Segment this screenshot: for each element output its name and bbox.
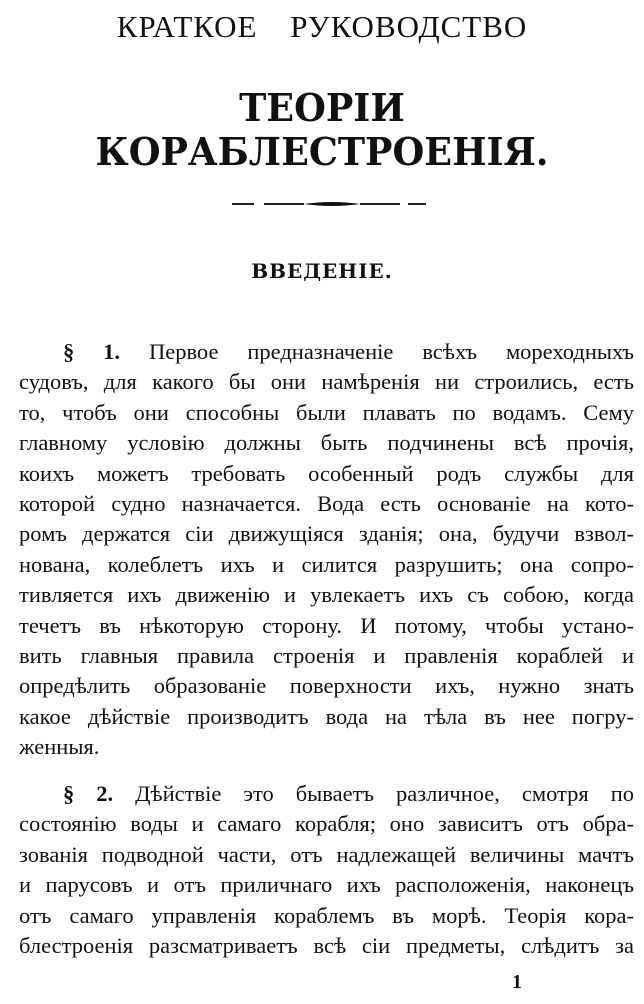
- book-supertitle: КРАТКОЕ РУКОВОДСТВО: [116, 9, 528, 44]
- paragraph-line: коихъ можетъ требовать особенный родъ службы для: [19, 460, 634, 486]
- paragraph-line: отъ самаго управленія кораблемъ въ морѣ. Теорія кора-: [19, 902, 634, 928]
- paragraph-line: какое дѣйствіе производитъ вода на тѣла въ нее погру-: [19, 703, 634, 729]
- paragraph-line: женныя.: [19, 734, 100, 760]
- paragraph-line: течетъ въ нѣкоторую сторону. И потому, чтобы устано-: [19, 612, 634, 638]
- paragraph-1: [19, 337, 634, 762]
- paragraph-line: тивляется ихъ движенію и увлекаетъ ихъ съ собою, когда: [19, 582, 634, 608]
- paragraph-line: § 1. Первое предназначеніе всѣхъ мореходныхъ: [63, 339, 635, 364]
- paragraph-line: главному условію должны быть подчинены всѣ прочія,: [19, 430, 634, 456]
- paragraph-line: которой судно назначается. Вода есть основаніе на кото-: [19, 490, 634, 516]
- paragraph-2: [19, 779, 634, 961]
- paragraph-line: то, чтобъ они способны были плавать по водамъ. Сему: [19, 399, 634, 425]
- paragraph-line: опредѣлить образованіе поверхности ихъ, нужно знать: [19, 673, 634, 699]
- paragraph-line: вить главныя правила строенія и правленія кораблей и: [19, 642, 634, 668]
- section-heading: ВВЕДЕНІЕ.: [251, 259, 393, 283]
- book-title: ТЕОРІИ КОРАБЛЕСТРОЕНІЯ.: [95, 85, 549, 174]
- paragraph-line: § 2. Дѣйствіе это бываетъ различное, смотря по: [63, 781, 635, 806]
- paragraph-line: ромъ держатся сіи движущіяся зданія; она, будучи взвол-: [19, 521, 634, 547]
- paragraph-line: и парусовъ и отъ приличнаго ихъ расположенія, наконецъ: [19, 872, 634, 898]
- section-mark: § 2.: [63, 781, 114, 806]
- paragraph-line: судовъ, для какого бы они намѣренія ни строились, есть: [19, 369, 634, 395]
- paragraph-line: состоянію воды и самаго корабля; оно зависитъ отъ обра-: [19, 811, 634, 837]
- paragraph-line: зованія подводной части, отъ надлежащей величины мачтъ: [19, 841, 634, 867]
- paragraph-line: блестроенія разсматриваетъ всѣ сіи предметы, слѣдитъ за: [19, 932, 634, 958]
- paragraph-line: нована, колеблетъ ихъ и силится разрушить; она сопро-: [19, 551, 634, 577]
- section-mark: § 1.: [63, 339, 121, 364]
- ornamental-rule: [232, 200, 426, 208]
- page-number: 1: [512, 971, 522, 993]
